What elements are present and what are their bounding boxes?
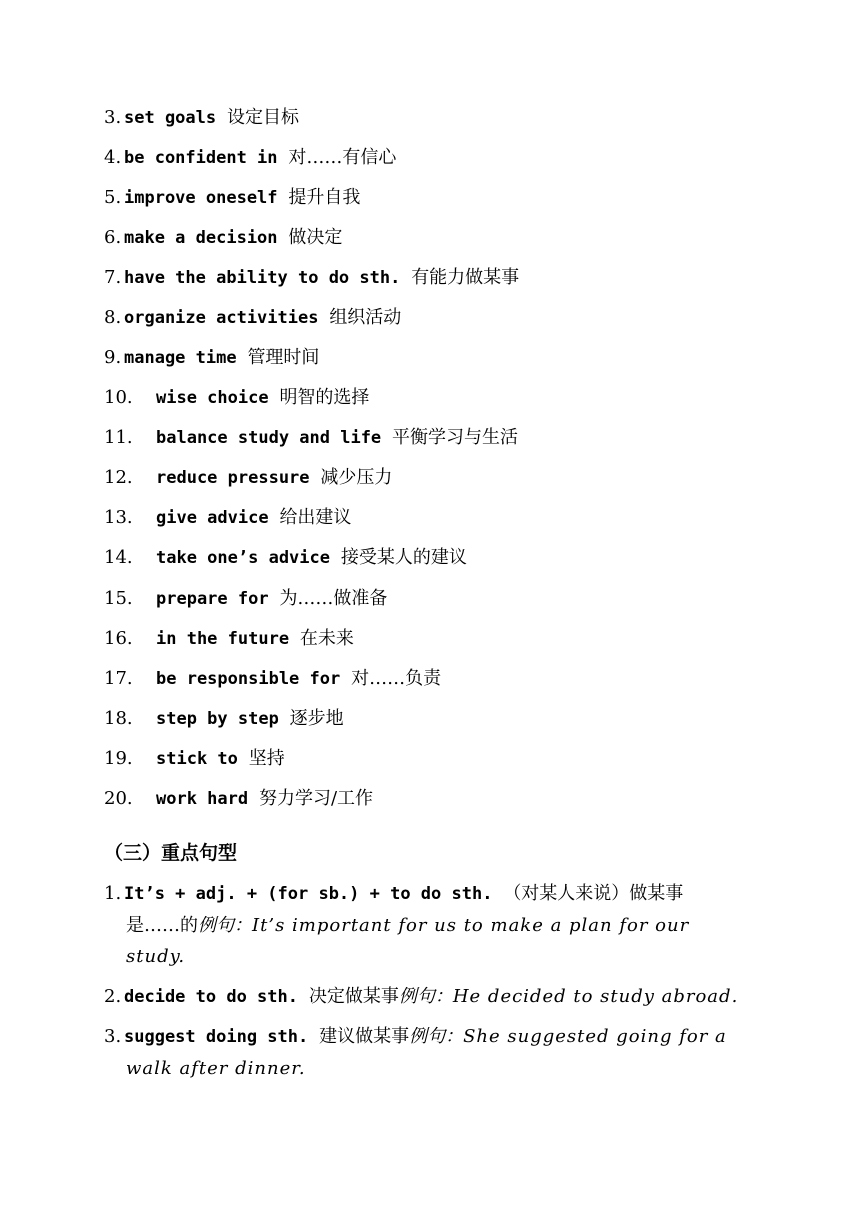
phrase-chinese: 明智的选择 — [279, 387, 370, 408]
example-sentence-continued: walk after dinner. — [126, 1058, 306, 1079]
phrase-chinese: 平衡学习与生活 — [392, 427, 519, 448]
phrase-item — [104, 228, 342, 248]
sentence-pattern: It’s + adj. + (for sb.) + to do sth. — [124, 884, 493, 904]
example-sentence-continued: study. — [126, 946, 186, 967]
phrase-chinese: 在未来 — [299, 628, 354, 649]
phrase-english: have the ability to do sth. — [124, 268, 401, 288]
phrase-number: 5. — [104, 187, 122, 208]
phrase-number: 20. — [104, 788, 133, 809]
sentence-pattern: decide to do sth. — [124, 987, 298, 1007]
phrase-item — [104, 148, 396, 168]
phrase-number: 4. — [104, 147, 122, 168]
example-label: 例句： — [198, 915, 252, 936]
phrase-item — [104, 188, 360, 208]
phrase-chinese: 努力学习/工作 — [258, 788, 374, 809]
phrase-number: 15. — [104, 588, 133, 609]
phrase-number: 17. — [104, 668, 133, 689]
phrase-english: work hard — [156, 789, 249, 809]
phrase-chinese: 给出建议 — [279, 507, 352, 528]
phrase-item — [104, 669, 441, 689]
phrase-item — [104, 268, 519, 288]
phrase-number: 19. — [104, 748, 133, 769]
phrase-chinese: 提升自我 — [288, 187, 361, 208]
phrase-item — [104, 308, 401, 328]
phrase-chinese: 坚持 — [248, 748, 285, 769]
phrase-english: prepare for — [156, 589, 269, 609]
phrase-number: 14. — [104, 547, 133, 568]
example-sentence: It’s important for us to make a plan for our — [252, 915, 690, 936]
phrase-english: reduce pressure — [156, 468, 310, 488]
phrase-number: 8. — [104, 307, 122, 328]
phrase-english: be confident in — [124, 148, 278, 168]
phrase-number: 10. — [104, 387, 133, 408]
phrase-item — [104, 508, 351, 528]
sentence-continuation — [104, 910, 744, 941]
phrase-item — [104, 388, 369, 408]
phrase-chinese: 逐步地 — [289, 708, 344, 729]
example-label: 例句： — [398, 986, 453, 1007]
phrase-english: take one’s advice — [156, 548, 330, 568]
phrase-item — [104, 589, 387, 609]
example-sentence: He decided to study abroad. — [452, 986, 739, 1007]
phrase-item — [104, 709, 344, 729]
phrase-number: 6. — [104, 227, 122, 248]
phrase-chinese: 设定目标 — [226, 107, 299, 128]
phrase-item — [104, 468, 392, 488]
phrase-item — [104, 548, 467, 568]
phrase-item — [104, 348, 319, 368]
phrase-english: organize activities — [124, 308, 319, 328]
phrase-english: be responsible for — [156, 669, 341, 689]
phrase-chinese: 有能力做某事 — [411, 267, 520, 288]
phrase-chinese: 减少压力 — [320, 467, 393, 488]
sentence-number: 2. — [104, 986, 122, 1007]
example-sentence: She suggested going for a — [463, 1026, 727, 1047]
sentence-continuation — [104, 941, 744, 972]
example-label: 例句： — [409, 1026, 464, 1047]
phrase-number: 13. — [104, 507, 133, 528]
phrase-number: 18. — [104, 708, 133, 729]
sentence-pattern-item — [104, 878, 744, 972]
phrase-chinese: 做决定 — [288, 227, 343, 248]
phrase-item — [104, 108, 299, 128]
sentence-number: 3. — [104, 1026, 122, 1047]
phrase-chinese: 为……做准备 — [279, 588, 388, 609]
sentence-meaning: 建议做某事 — [319, 1026, 410, 1047]
sentence-pattern-item — [104, 981, 744, 1013]
phrase-english: wise choice — [156, 388, 269, 408]
phrase-number: 12. — [104, 467, 133, 488]
phrase-chinese: 管理时间 — [247, 347, 320, 368]
sentence-meaning-continued: 是……的 — [126, 915, 198, 936]
phrase-number: 11. — [104, 427, 133, 448]
phrase-item — [104, 428, 518, 448]
phrase-english: in the future — [156, 629, 290, 649]
phrase-item — [104, 789, 373, 809]
phrase-item — [104, 749, 285, 769]
phrase-chinese: 对……负责 — [351, 668, 442, 689]
phrase-english: make a decision — [124, 228, 278, 248]
phrase-chinese: 接受某人的建议 — [340, 547, 467, 568]
sentence-meaning: 决定做某事 — [308, 986, 399, 1007]
sentence-continuation — [104, 1053, 744, 1084]
sentence-meaning: （对某人来说）做某事 — [503, 883, 684, 904]
sentence-pattern-item — [104, 1021, 744, 1084]
phrase-english: balance study and life — [156, 428, 382, 448]
phrase-english: set goals — [124, 108, 217, 128]
phrase-number: 7. — [104, 267, 122, 288]
phrase-english: give advice — [156, 508, 269, 528]
phrase-number: 3. — [104, 107, 122, 128]
phrase-english: stick to — [156, 749, 238, 769]
sentence-pattern: suggest doing sth. — [124, 1027, 309, 1047]
phrase-chinese: 组织活动 — [329, 307, 402, 328]
phrase-english: step by step — [156, 709, 279, 729]
sentence-number: 1. — [104, 883, 122, 904]
section-heading: （三）重点句型 — [104, 842, 238, 864]
phrase-number: 9. — [104, 347, 122, 368]
phrase-number: 16. — [104, 628, 133, 649]
phrase-english: improve oneself — [124, 188, 278, 208]
phrase-english: manage time — [124, 348, 237, 368]
phrase-item — [104, 629, 354, 649]
phrase-chinese: 对……有信心 — [288, 147, 397, 168]
